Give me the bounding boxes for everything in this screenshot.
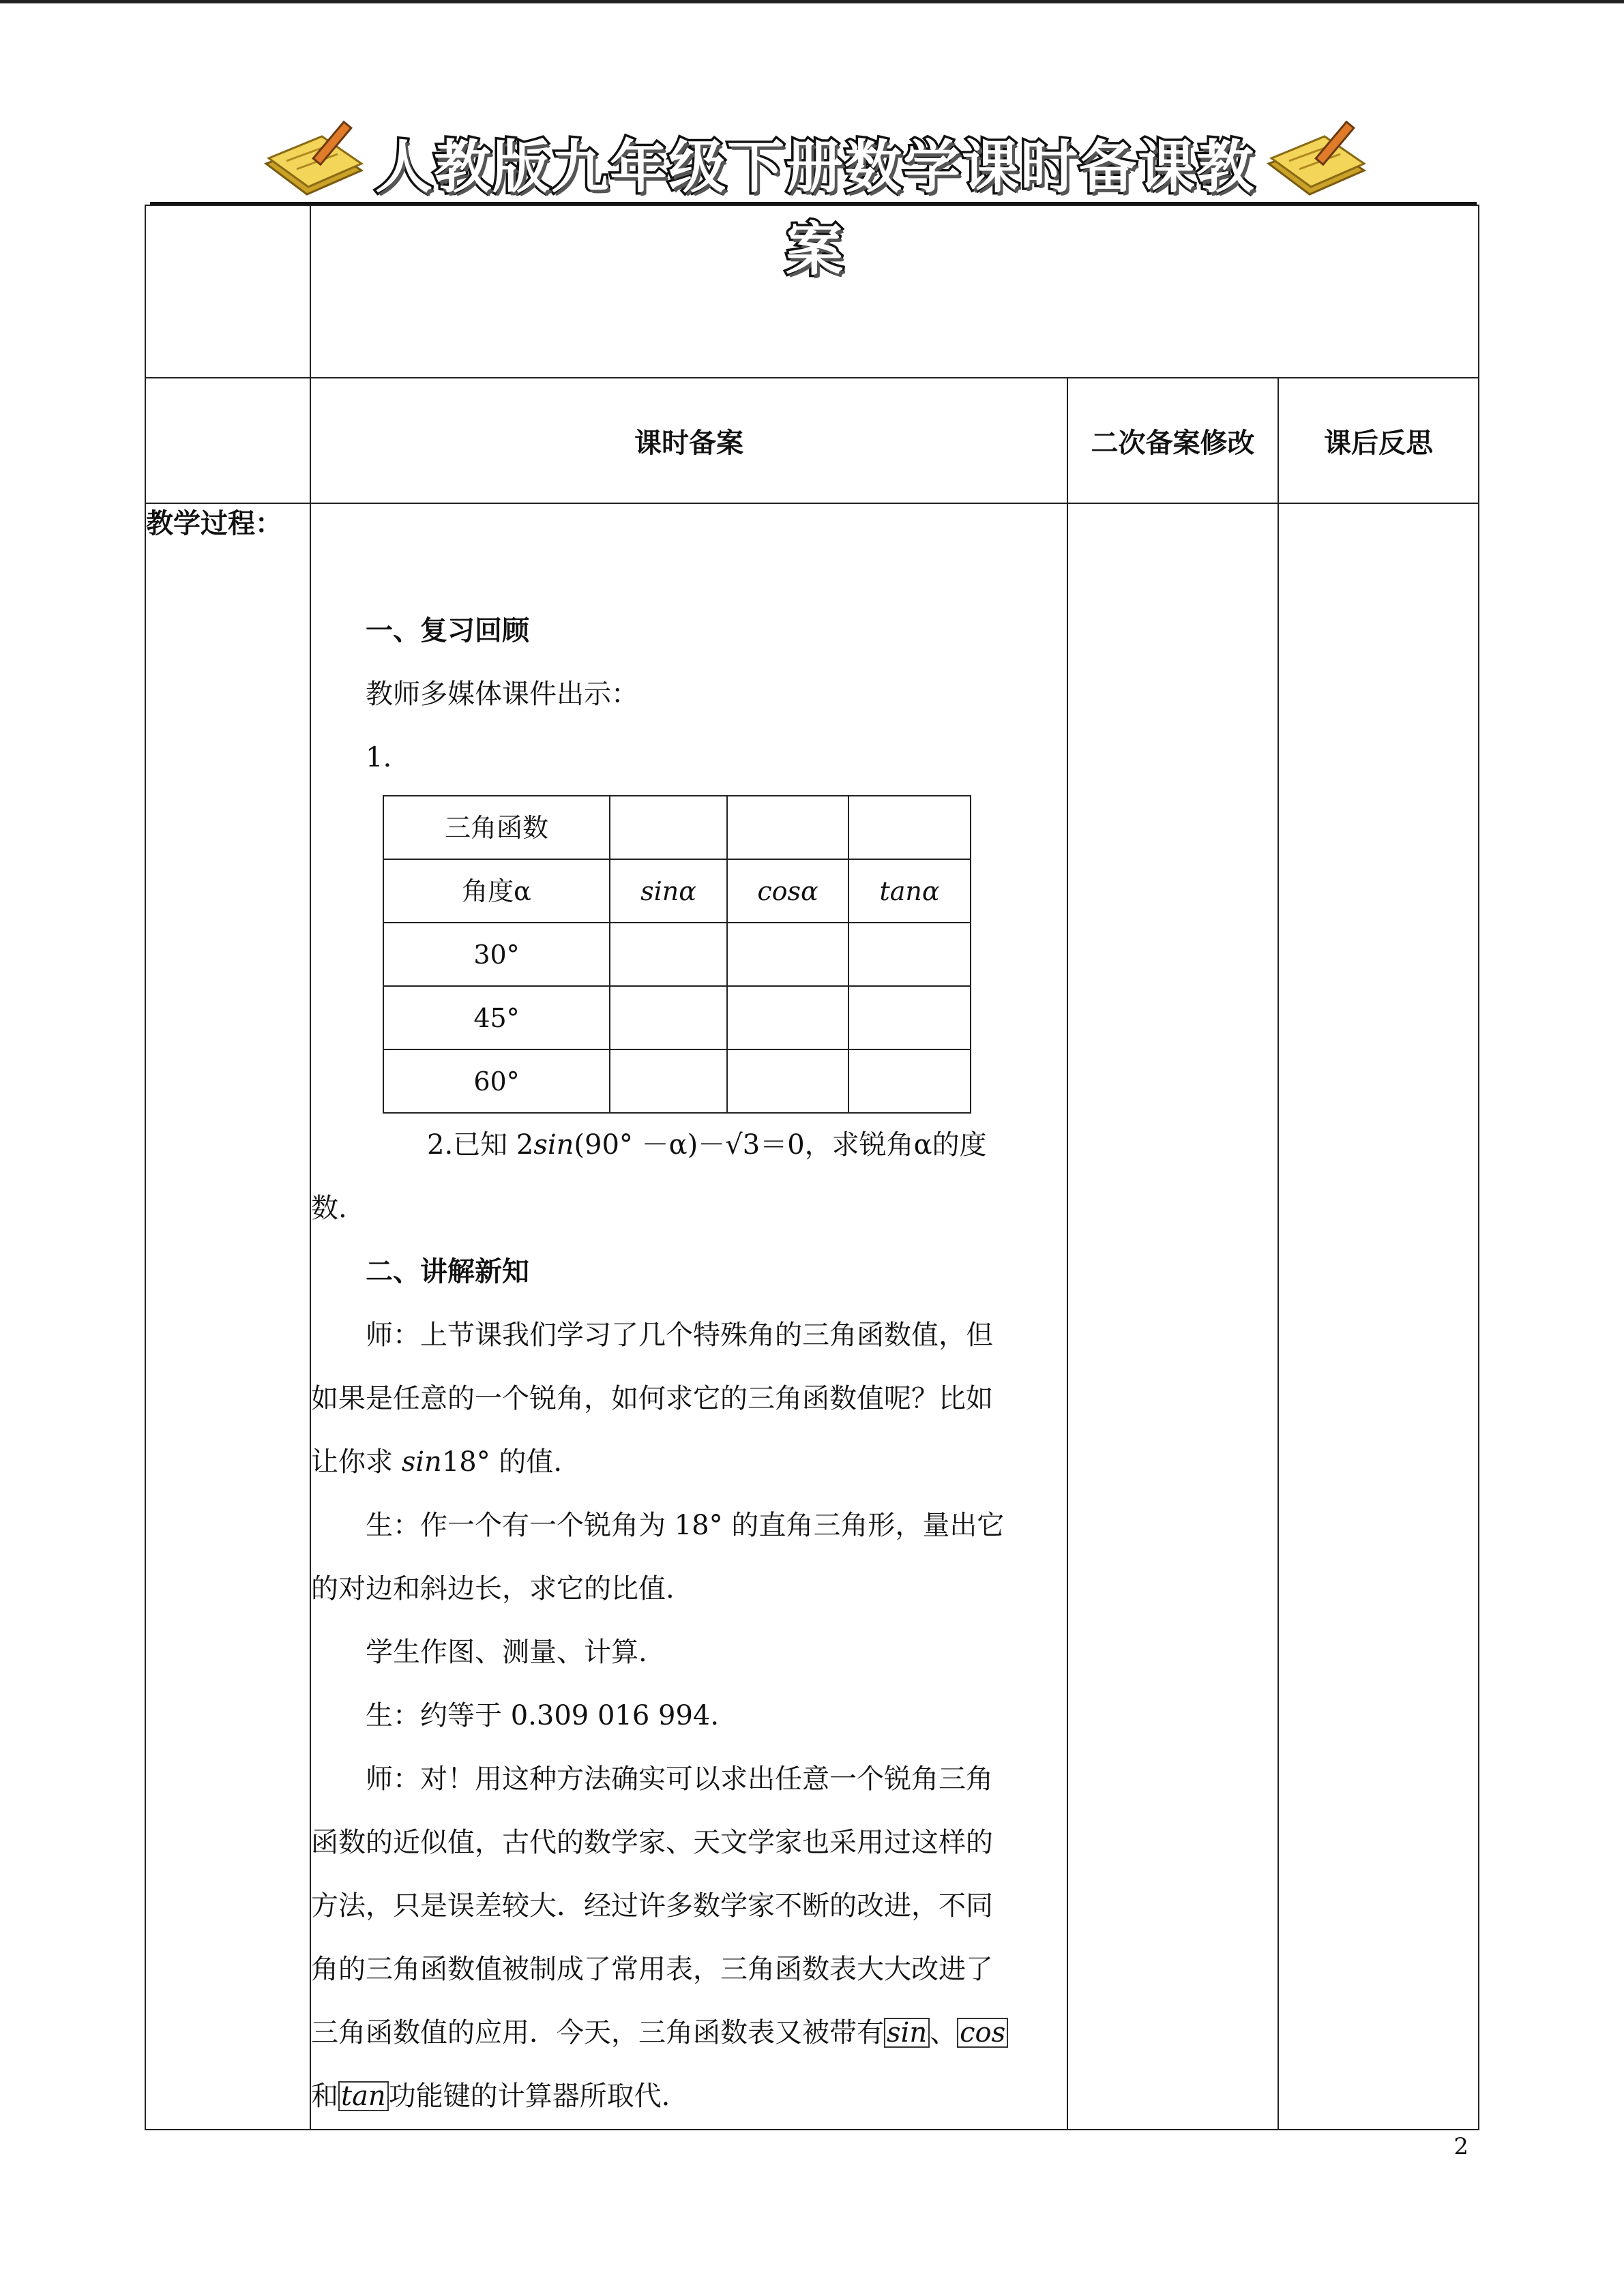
empty-cell (610, 1049, 727, 1113)
text-span: 、 (930, 2017, 958, 2048)
text-span: 和 (311, 2081, 338, 2112)
table-header-row (145, 378, 1479, 503)
empty-cell (848, 1049, 971, 1113)
paragraph: 的对边和斜边长，求它的比值. (311, 1573, 675, 1605)
paragraph: 师：上节课我们学习了几个特殊角的三角函数值，但 (366, 1320, 993, 1351)
paragraph: 教师多媒体课件出示： (366, 679, 638, 710)
text-span: sin (401, 1446, 442, 1478)
paragraph (311, 2001, 1067, 2065)
empty-cell (610, 796, 727, 859)
col-revision-header: 二次备案修改 (1067, 378, 1278, 503)
banner-title: 人教版九年级下册数学课时备课教案 (374, 134, 1255, 283)
cos-header-cell: cosα (727, 859, 848, 923)
empty-cell (848, 796, 971, 859)
page-number: 2 (1453, 2133, 1468, 2160)
empty-cell (310, 205, 1479, 378)
paragraph: 函数的近似值，古代的数学家、天文学家也采用过这样的 (311, 1827, 993, 1858)
col-reflection-header: 课后反思 (1278, 378, 1479, 503)
table-row (383, 923, 971, 986)
paragraph: 生：作一个有一个锐角为 18° 的直角三角形，量出它 (366, 1510, 1005, 1541)
header-banner (259, 109, 1371, 283)
col-lesson-header: 课时备案 (310, 378, 1067, 503)
angle-cell: 60° (383, 1049, 610, 1113)
empty-cell (727, 986, 848, 1049)
text-span: sin (533, 1129, 574, 1161)
empty-cell (610, 923, 727, 986)
text-span: (90° －α)－ (574, 1129, 726, 1161)
empty-cell (848, 923, 971, 986)
empty-cell (610, 986, 727, 1049)
paragraph: 方法，只是误差较大．经过许多数学家不断的改进，不同 (311, 1890, 993, 1922)
paragraph: 角的三角函数值被制成了常用表，三角函数表大大改进了 (311, 1954, 993, 1985)
sin-header-cell: sinα (610, 859, 727, 923)
empty-cell (145, 378, 310, 503)
question-number: 1. (366, 742, 392, 773)
trig-header-cell: 三角函数 (383, 796, 610, 859)
empty-cell (727, 923, 848, 986)
text-span: 2.已知 2 (427, 1129, 534, 1161)
angle-header-cell: 角度α (383, 859, 610, 923)
paragraph (311, 2065, 1067, 2128)
table-row (383, 986, 971, 1049)
sqrt-expression: √3 (725, 1129, 761, 1161)
paragraph: 如果是任意的一个锐角，如何求它的三角函数值呢？比如 (311, 1383, 993, 1414)
sin-key-label: sin (884, 2018, 930, 2048)
paragraph: 生：约等于 0.309 016 994. (366, 1700, 720, 1731)
text-span: 功能键的计算器所取代. (388, 2081, 670, 2112)
paragraph (311, 1431, 1067, 1494)
angle-cell: 30° (383, 923, 610, 986)
table-row (383, 796, 971, 859)
question-2 (311, 1114, 1067, 1177)
tan-header-cell: tanα (848, 859, 971, 923)
table-row (145, 205, 1479, 378)
revision-cell (1067, 503, 1278, 2130)
section-title: 一、复习回顾 (366, 615, 529, 646)
side-label: 教学过程： (145, 503, 310, 2130)
trig-values-table (383, 795, 971, 1114)
notepad-pencil-icon (1262, 116, 1371, 205)
empty-cell (727, 796, 848, 859)
empty-cell (848, 986, 971, 1049)
paragraph: 师：对！用这种方法确实可以求出任意一个锐角三角 (366, 1763, 993, 1795)
table-row (383, 859, 971, 923)
lesson-plan-table (145, 205, 1479, 2130)
text-span: 让你求 (311, 1446, 402, 1478)
empty-cell (145, 205, 310, 378)
tan-key-label: tan (338, 2081, 389, 2111)
section-title: 二、讲解新知 (366, 1256, 529, 1287)
reflection-cell (1278, 503, 1479, 2130)
angle-cell: 45° (383, 986, 610, 1049)
paragraph: 数. (311, 1193, 347, 1224)
text-span: 18° 的值. (441, 1446, 563, 1478)
notepad-pencil-icon (259, 116, 368, 205)
text-span: ＝0，求锐角α的度 (760, 1129, 987, 1161)
text-span: 三角函数值的应用．今天，三角函数表又被带有 (311, 2017, 884, 2048)
empty-cell (727, 1049, 848, 1113)
paragraph: 学生作图、测量、计算. (366, 1637, 647, 1668)
lesson-content (310, 503, 1067, 2130)
top-border (0, 0, 1624, 3)
table-row (383, 1049, 971, 1113)
cos-key-label: cos (957, 2018, 1008, 2048)
table-row (145, 503, 1479, 2130)
